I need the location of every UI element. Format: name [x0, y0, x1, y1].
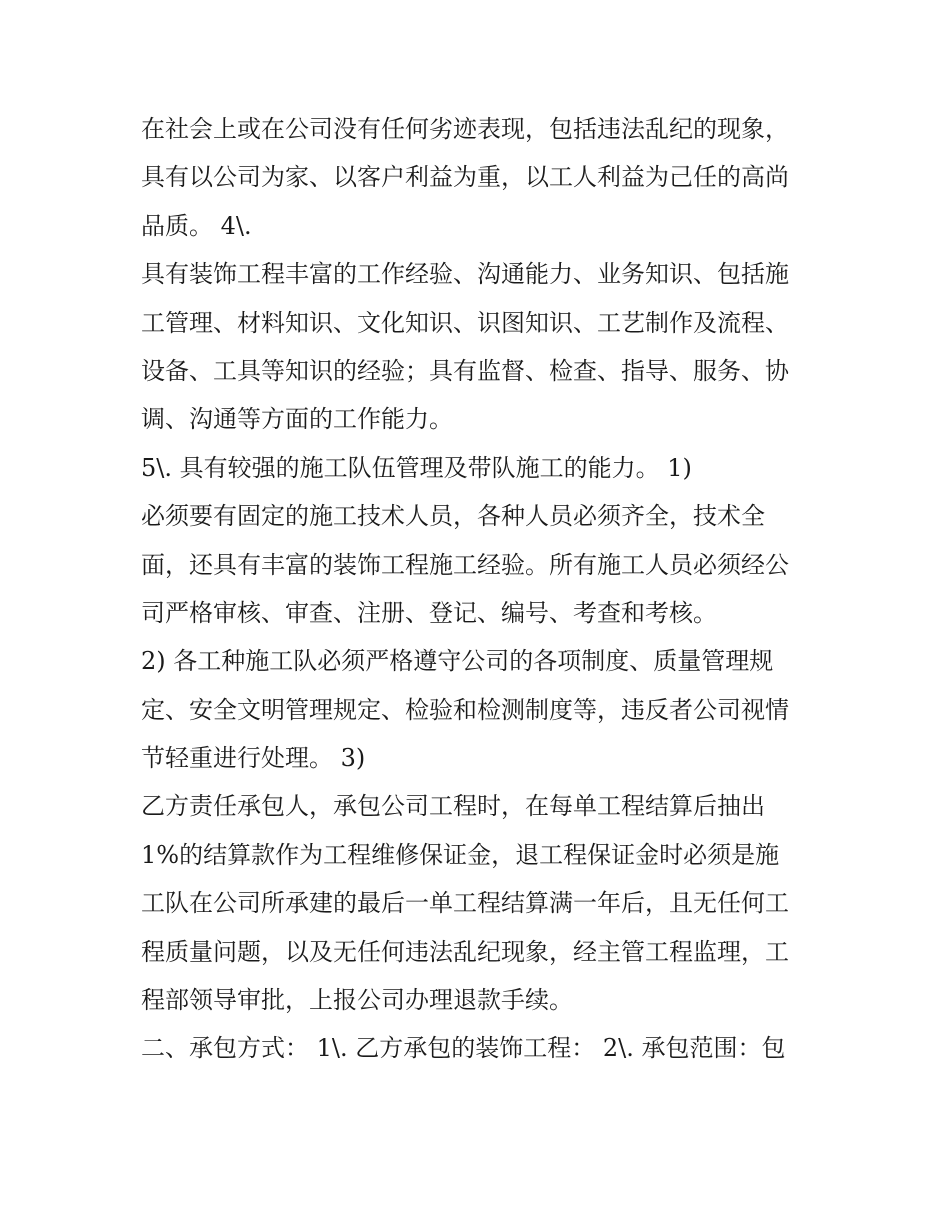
text-line: 定、安全文明管理规定、检验和检测制度等，违反者公司视情 [141, 695, 789, 724]
text-line: 具有以公司为家、以客户利益为重，以工人利益为己任的高尚 [141, 163, 789, 192]
text-line: 1%的结算款作为工程维修保证金，退工程保证金时必须是施 [141, 840, 780, 869]
text-line: 品质。 4\. [141, 211, 252, 240]
text-line: 2) 各工种施工队必须严格遵守公司的各项制度、质量管理规 [141, 647, 774, 676]
text-line: 面，还具有丰富的装饰工程施工经验。所有施工人员必须经公 [141, 550, 789, 579]
text-line: 工管理、材料知识、文化知识、识图知识、工艺制作及流程、 [141, 308, 789, 337]
text-line: 程部领导审批，上报公司办理退款手续。 [141, 986, 573, 1015]
text-line: 工队在公司所承建的最后一单工程结算满一年后，且无任何工 [141, 889, 789, 918]
text-line: 设备、工具等知识的经验；具有监督、检查、指导、服务、协 [141, 356, 789, 385]
text-line: 程质量问题，以及无任何违法乱纪现象，经主管工程监理，工 [141, 937, 789, 966]
text-line: 乙方责任承包人，承包公司工程时，在每单工程结算后抽出 [141, 792, 765, 821]
text-line: 节轻重进行处理。 3) [141, 744, 366, 773]
text-line: 司严格审核、审查、注册、登记、编号、考查和考核。 [141, 598, 717, 627]
text-line: 必须要有固定的施工技术人员，各种人员必须齐全，技术全 [141, 502, 765, 531]
text-line: 调、沟通等方面的工作能力。 [141, 405, 453, 434]
body-text [141, 105, 821, 1073]
text-line: 二、承包方式： 1\. 乙方承包的装饰工程： 2\. 承包范围：包 [141, 1034, 786, 1063]
text-line: 5\. 具有较强的施工队伍管理及带队施工的能力。 1) [141, 453, 692, 482]
text-line: 在社会上或在公司没有任何劣迹表现，包括违法乱纪的现象， [141, 115, 789, 143]
text-line: 具有装饰工程丰富的工作经验、沟通能力、业务知识、包括施 [141, 260, 789, 289]
